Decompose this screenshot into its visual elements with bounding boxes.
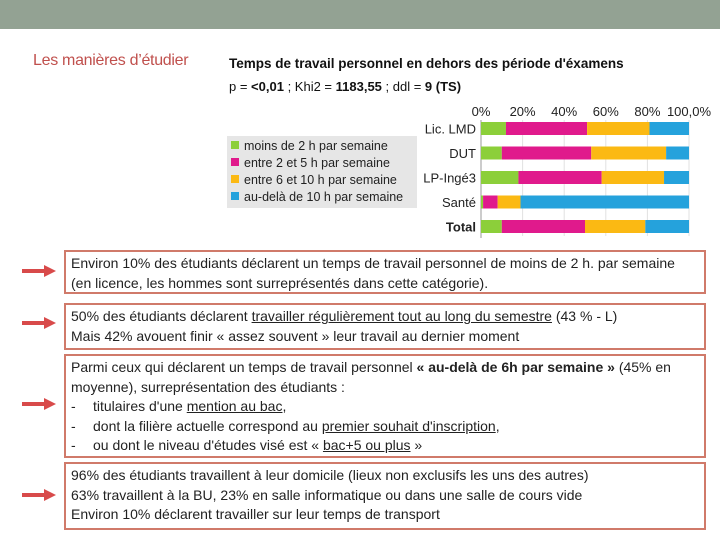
summary-box-regularity [64, 303, 706, 350]
box-text: , [282, 398, 287, 414]
bar-segment [502, 220, 585, 233]
box-text: ou dont le niveau d'études visé est « [93, 437, 323, 453]
box-text: titulaires d'une [93, 398, 187, 414]
bar-segment [481, 220, 502, 233]
stats-prefix: p = [229, 79, 252, 94]
stats-ddl-prefix: ; ddl = [381, 79, 425, 94]
summary-box-high-workload [64, 354, 706, 458]
bullet-dash: - [71, 398, 76, 414]
stats-khi2-value: 1183,55 [335, 79, 382, 94]
bar-segment [664, 171, 689, 184]
category-label: LP-Ingé3 [423, 170, 476, 186]
bar-segment [506, 122, 587, 135]
box-text: , [495, 417, 500, 434]
x-tick-label: 20% [509, 104, 536, 119]
category-label: Lic. LMD [424, 121, 476, 137]
bar-segment [587, 122, 649, 135]
box-text: (43 % - L) [551, 308, 618, 324]
bar-segment [502, 147, 591, 160]
arrow-icon [22, 489, 56, 501]
stats-p-value: <0,01 [251, 79, 284, 94]
legend-label: entre 6 et 10 h par semaine [244, 173, 397, 187]
bar-segment [481, 122, 506, 135]
stacked-bar-chart [0, 0, 720, 250]
category-label: DUT [449, 146, 476, 161]
box-text: (45% en moyenne), surreprésentation des étudiants : [71, 359, 671, 395]
bar-segment [666, 147, 689, 160]
box-text: » [410, 437, 423, 453]
bar-segment [521, 196, 689, 209]
category-label: Santé [442, 195, 476, 210]
bullet-item [71, 436, 699, 456]
x-tick-label: 0% [471, 104, 491, 119]
box-text-line [71, 307, 699, 327]
bullet-item [71, 417, 699, 437]
bar-segment [645, 220, 689, 233]
box-text-line [71, 358, 699, 397]
bullet-dash: - [71, 437, 76, 453]
box-text: dont la filière actuelle correspond au [93, 417, 322, 434]
stats-significance: (TS) [435, 79, 462, 94]
box-text-underlined: bac+5 ou plus [322, 437, 411, 453]
box-text: Environ 10% déclarent travailler sur leur temps de transport [71, 506, 440, 522]
stats-mid: ; Khi2 = [283, 79, 336, 94]
bar-segment [602, 171, 664, 184]
bar-segment [483, 196, 498, 209]
chart-title: Temps de travail personnel en dehors des période d'éxamens [229, 56, 624, 71]
box-text: 50% des étudiants déclarent [71, 308, 252, 324]
bar-segment [518, 171, 601, 184]
bar-segment [481, 147, 502, 160]
x-tick-label: 60% [592, 104, 619, 119]
bar-segment [481, 171, 518, 184]
legend-label: moins de 2 h par semaine [244, 139, 388, 153]
box-text: Parmi ceux qui déclarent un temps de travail personnel [71, 359, 417, 375]
bar-segment [585, 220, 645, 233]
bar-segment [649, 122, 689, 135]
arrow-icon [22, 398, 56, 410]
arrow-icon [22, 317, 56, 329]
box-text: 96% des étudiants travaillent à leur domicile (lieux non exclusifs les uns des autres) [71, 467, 589, 483]
bar-segment [591, 147, 666, 160]
bullet-dash: - [71, 417, 76, 434]
summary-box-low-workload [64, 250, 706, 294]
legend-label: au-delà de 10 h par semaine [244, 190, 404, 204]
stats-ddl-value: 9 [424, 79, 433, 94]
bullet-item [71, 397, 699, 417]
x-tick-label: 80% [634, 104, 661, 119]
summary-box-places [64, 462, 706, 530]
box-text: Environ 10% des étudiants déclarent un temps de travail personnel de moins de 2 h. par semaine (en licence, les hommes sont surreprésentés dans cette catégorie). [71, 255, 675, 291]
box-text: 63% travaillent à la BU, 23% en salle informatique ou dans une salle de cours vide [71, 486, 583, 503]
box-text-bold: « au-delà de 6h par semaine » [416, 359, 615, 375]
box-text: Mais 42% avouent finir « assez souvent » leur travail au dernier moment [71, 327, 520, 344]
bar-segment [481, 196, 483, 209]
box-text-underlined: travailler régulièrement tout au long du semestre [251, 308, 552, 324]
box-text-underlined: premier souhait d'inscription [321, 417, 496, 434]
bar-segment [498, 196, 521, 209]
x-tick-label: 100,0% [666, 104, 712, 119]
box-text-underlined: mention au bac [186, 398, 283, 414]
legend-label: entre 2 et 5 h par semaine [244, 156, 390, 170]
category-label: Total [445, 219, 476, 235]
section-title: Les manières d’étudier [33, 52, 189, 69]
arrow-icon [22, 265, 56, 277]
x-tick-label: 40% [551, 104, 578, 119]
